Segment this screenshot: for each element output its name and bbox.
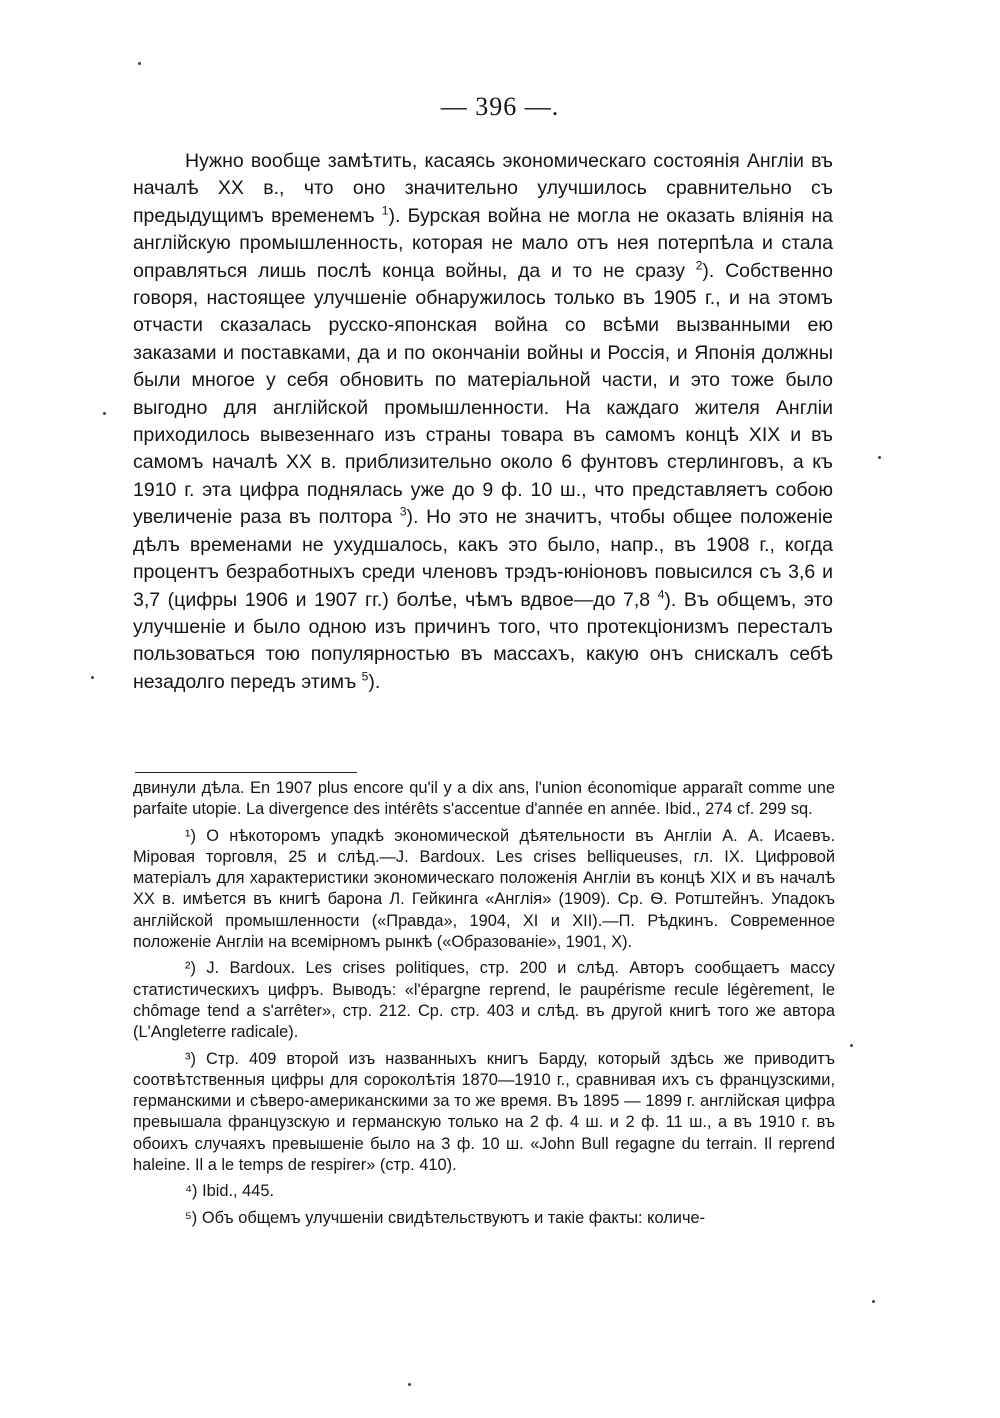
- footnote-ref-1: 1: [381, 203, 389, 218]
- body-text-2: ). Бурская война не могла не оказать вліянія на англійскую промышленность, которая не мало отъ нея потерпѣла и стала оправляться лишь послѣ конца войны, да и то не сразу: [133, 204, 834, 282]
- footnote-ref-4: 4: [657, 587, 665, 601]
- body-text-6: ).: [368, 670, 381, 693]
- footnote-1-mark: ¹): [185, 826, 196, 845]
- footnotes: [133, 778, 835, 1234]
- body-text-4: ). Но это не значитъ, чтобы общее положеніе дѣлъ временами не ухудшалось, какъ это было, напр., въ 1908 г., когда процентъ безработныхъ среди членовъ трэдъ-юніоновъ повысился съ 3,6 и 3,7 (цифры 1906 и 1907 гг.) болѣе, чѣмъ вдвое—до 7,8: [133, 506, 833, 611]
- footnote-2-mark: ²): [185, 959, 196, 978]
- scan-speck: [408, 1383, 411, 1386]
- page-number: — 396 —.: [440, 92, 560, 121]
- body-text-5: ). Въ общемъ, это улучшеніе и было одною изъ причинъ того, что протекціонизмъ пересталъ пользоваться тою популярностью въ массахъ, какую онъ снискалъ себѣ незадолго передъ этимъ: [133, 588, 833, 693]
- footnote-2-text: J. Bardoux. Les crises politiques, стр. 200 и слѣд. Авторъ сообщаетъ массу статистическихъ цифръ. Выводъ: «l'épargne reprend, le paupérisme recule légèrement, le chômage tend a s'arrêter», стр. 212. Ср. стр. 403 и слѣд. въ другой книгѣ того же автора (L'Angleterre radicale).: [133, 959, 835, 1042]
- footnote-4-text: Ibid., 445.: [197, 1182, 275, 1201]
- footnote-ref-2: 2: [695, 258, 703, 273]
- footnote-2: [133, 958, 835, 1043]
- footnote-separator: [135, 772, 357, 773]
- main-paragraph: [133, 148, 833, 696]
- scan-speck: [103, 412, 106, 415]
- footnote-3-text: Стр. 409 второй изъ названныхъ книгъ Барду, который здѣсь же приводитъ соотвѣтственныя цифры для сороколѣтія 1870—1910 г., сравнивая ихъ съ французскими, германскими и сѣверо-американскими за то же время. Въ 1895 — 1899 г. англійская цифра превышала французскую и германскую только на 2 ф. 4 ш. и 2 ф. 11 ш., а въ 1910 г. въ обоихъ случаяхъ превышеніе было на 3 ф. 10 ш. «John Bull regagne du terrain. Il reprend haleine. Il a le temps de respirer» (стр. 410).: [133, 1049, 835, 1175]
- footnote-1: [133, 826, 835, 954]
- footnote-ref-3: 3: [399, 504, 407, 519]
- footnote-5-text: Объ общемъ улучшеніи свидѣтельствуютъ и такіе факты: количе-: [197, 1208, 706, 1227]
- footnote-5: [133, 1208, 835, 1229]
- body-text-1: Нужно вообще замѣтить, касаясь экономическаго состоянія Англіи въ началѣ XX в., что оно значительно улучшилось сравнительно съ предыдущимъ временемъ: [133, 150, 833, 227]
- scan-speck: [872, 1300, 875, 1303]
- footnote-3-mark: ³): [185, 1049, 196, 1068]
- footnote-3: [133, 1049, 835, 1177]
- scan-speck: [878, 456, 881, 459]
- body-text-3: ). Собственно говоря, настоящее улучшеніе обнаружилось только въ 1905 г., и на этомъ отчасти сказалась русско-японская война со всѣми вызванными ею заказами и поставками, да и по окончаніи войны и Россія, и Японія должны были многое у себя обновить по матеріальной части, и это тоже было выгодно для англійской промышленности. На каждаго жителя Англіи приходилось вывезеннаго изъ страны товара въ самомъ концѣ XIX и въ самомъ началѣ XX в. приблизительно около 6 фунтовъ стерлинговъ, а къ 1910 г. эта цифра поднялась уже до 9 ф. 10 ш., что представляетъ собою увеличеніе раза въ полтора: [133, 259, 833, 529]
- footnote-5-mark: ⁵): [185, 1208, 198, 1227]
- scan-speck: [91, 676, 94, 679]
- footnote-continuation-text: двинули дѣла. En 1907 plus encore qu'il y a dix ans, l'union économique apparaît comme une parfaite utopie. La divergence des intérêts s'accentue d'année en année. Ibid., 274 cf. 299 sq.: [133, 779, 835, 819]
- footnote-4: [133, 1181, 835, 1202]
- footnote-ref-5: 5: [361, 669, 369, 684]
- scan-speck: [138, 62, 141, 65]
- footnote-1-text: О нѣкоторомъ упадкѣ экономической дѣятельности въ Англіи А. А. Исаевъ. Міровая торговля, 25 и слѣд.—J. Bardoux. Les crises belliqueuses, гл. IX. Цифровой матеріалъ для характеристики экономическаго положенія Англіи въ концѣ XIX и въ началѣ XX в. имѣется въ книгѣ барона Л. Гейкинга «Англія» (1909). Ср. Ѳ. Ротштейнъ. Упадокъ англійской промышленности («Правда», 1904, XI и XII).—П. Рѣдкинъ. Современное положеніе Англіи на всемірномъ рынкѣ («Образованіе», 1901, X).: [133, 826, 835, 952]
- footnote-continuation: [133, 778, 835, 821]
- footnote-4-mark: ⁴): [185, 1182, 198, 1201]
- scan-speck: [850, 1044, 853, 1047]
